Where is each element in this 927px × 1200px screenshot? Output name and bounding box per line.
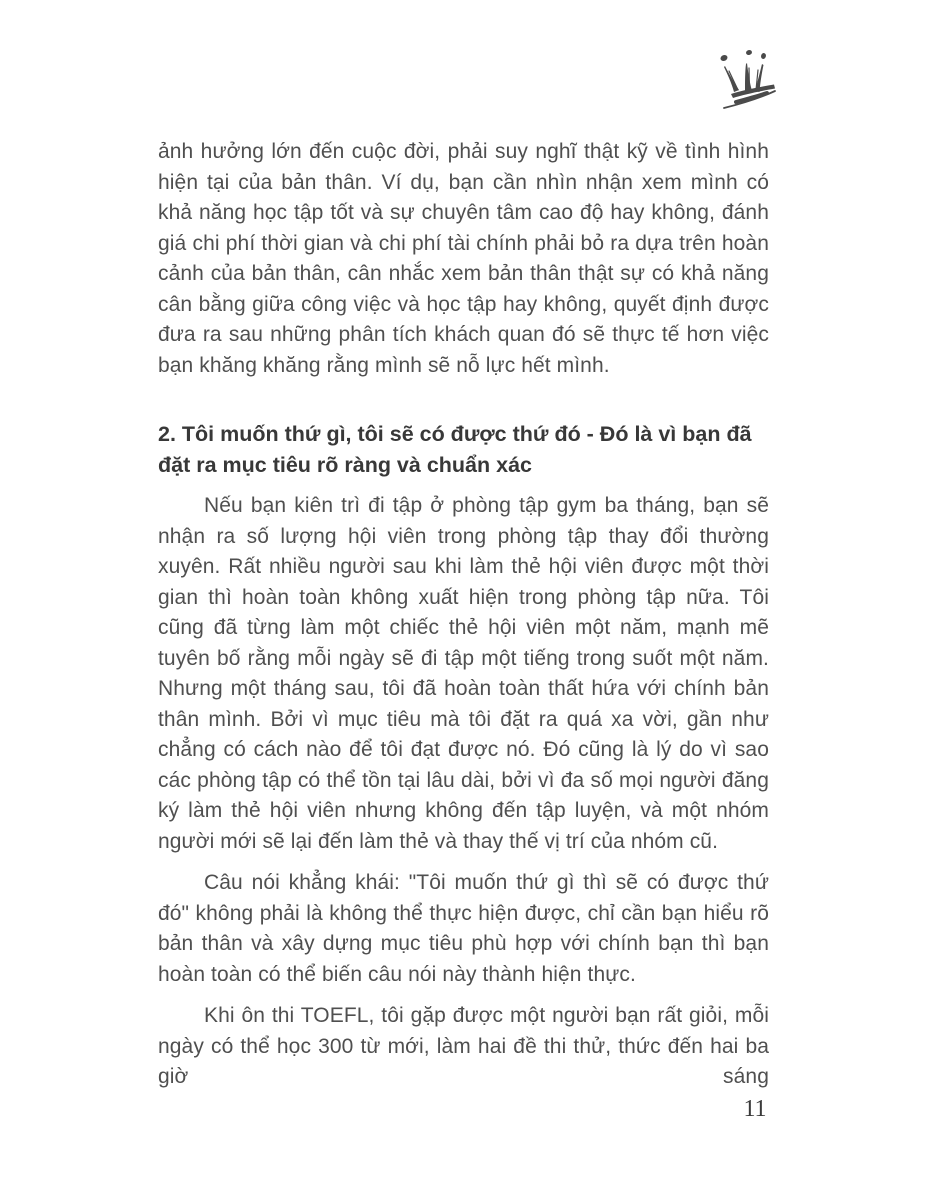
paragraph-quote: Câu nói khẳng khái: "Tôi muốn thứ gì thì sẽ có được thứ đó" không phải là không thể thực hiện được, chỉ cần bạn hiểu rõ bản thân và xây dựng mục tiêu phù hợp với chính bạn thì bạn hoàn toàn có thể biến câu nói này thành hiện thực. — [158, 871, 769, 986]
crown-icon — [705, 40, 795, 120]
paragraph-gym-story: Nếu bạn kiên trì đi tập ở phòng tập gym ba tháng, bạn sẽ nhận ra số lượng hội viên trong phòng tập thay đổi thường xuyên. Rất nhiều người sau khi làm thẻ hội viên được một thời gian thì hoàn toàn không xuất hiện trong phòng tập nữa. Tôi cũng đã từng làm một chiếc thẻ hội viên một năm, mạnh mẽ tuyên bố rằng mỗi ngày sẽ đi tập một tiếng trong suốt một năm. Nhưng một tháng sau, tôi đã hoàn toàn thất hứa với chính bản thân mình. Bởi vì mục tiêu mà tôi đặt ra quá xa vời, gần như chẳng có cách nào để tôi đạt được nó. Đó cũng là lý do vì sao các phòng tập có thể tồn tại lâu dài, bởi vì đa số mọi người đăng ký làm thẻ hội viên nhưng không đến tập luyện, và một nhóm người mới sẽ lại đến làm thẻ và thay thế vị trí của nhóm cũ. — [158, 494, 769, 853]
section-heading: 2. Tôi muốn thứ gì, tôi sẽ có được thứ đó - Đó là vì bạn đã đặt ra mục tiêu rõ ràng và chuẩn xác — [158, 422, 752, 477]
page-number: 11 — [743, 1096, 767, 1122]
paragraph-toefl: Khi ôn thi TOEFL, tôi gặp được một người bạn rất giỏi, mỗi ngày có thể học 300 từ mới, làm hai đề thi thử, thức đến hai ba giờ sáng — [158, 1004, 769, 1088]
page-content — [158, 137, 769, 1093]
paragraph-continued: ảnh hưởng lớn đến cuộc đời, phải suy nghĩ thật kỹ về tình hình hiện tại của bản thân. Ví dụ, bạn cần nhìn nhận xem mình có khả năng học tập tốt và sự chuyên tâm cao độ hay không, đánh giá chi phí thời gian và chi phí tài chính phải bỏ ra dựa trên hoàn cảnh của bản thân, cân nhắc xem bản thân thật sự có khả năng cân bằng giữa công việc và học tập hay không, quyết định được đưa ra sau những phân tích khách quan đó sẽ thực tế hơn việc bạn khăng khăng rằng mình sẽ nỗ lực hết mình. — [158, 140, 769, 377]
